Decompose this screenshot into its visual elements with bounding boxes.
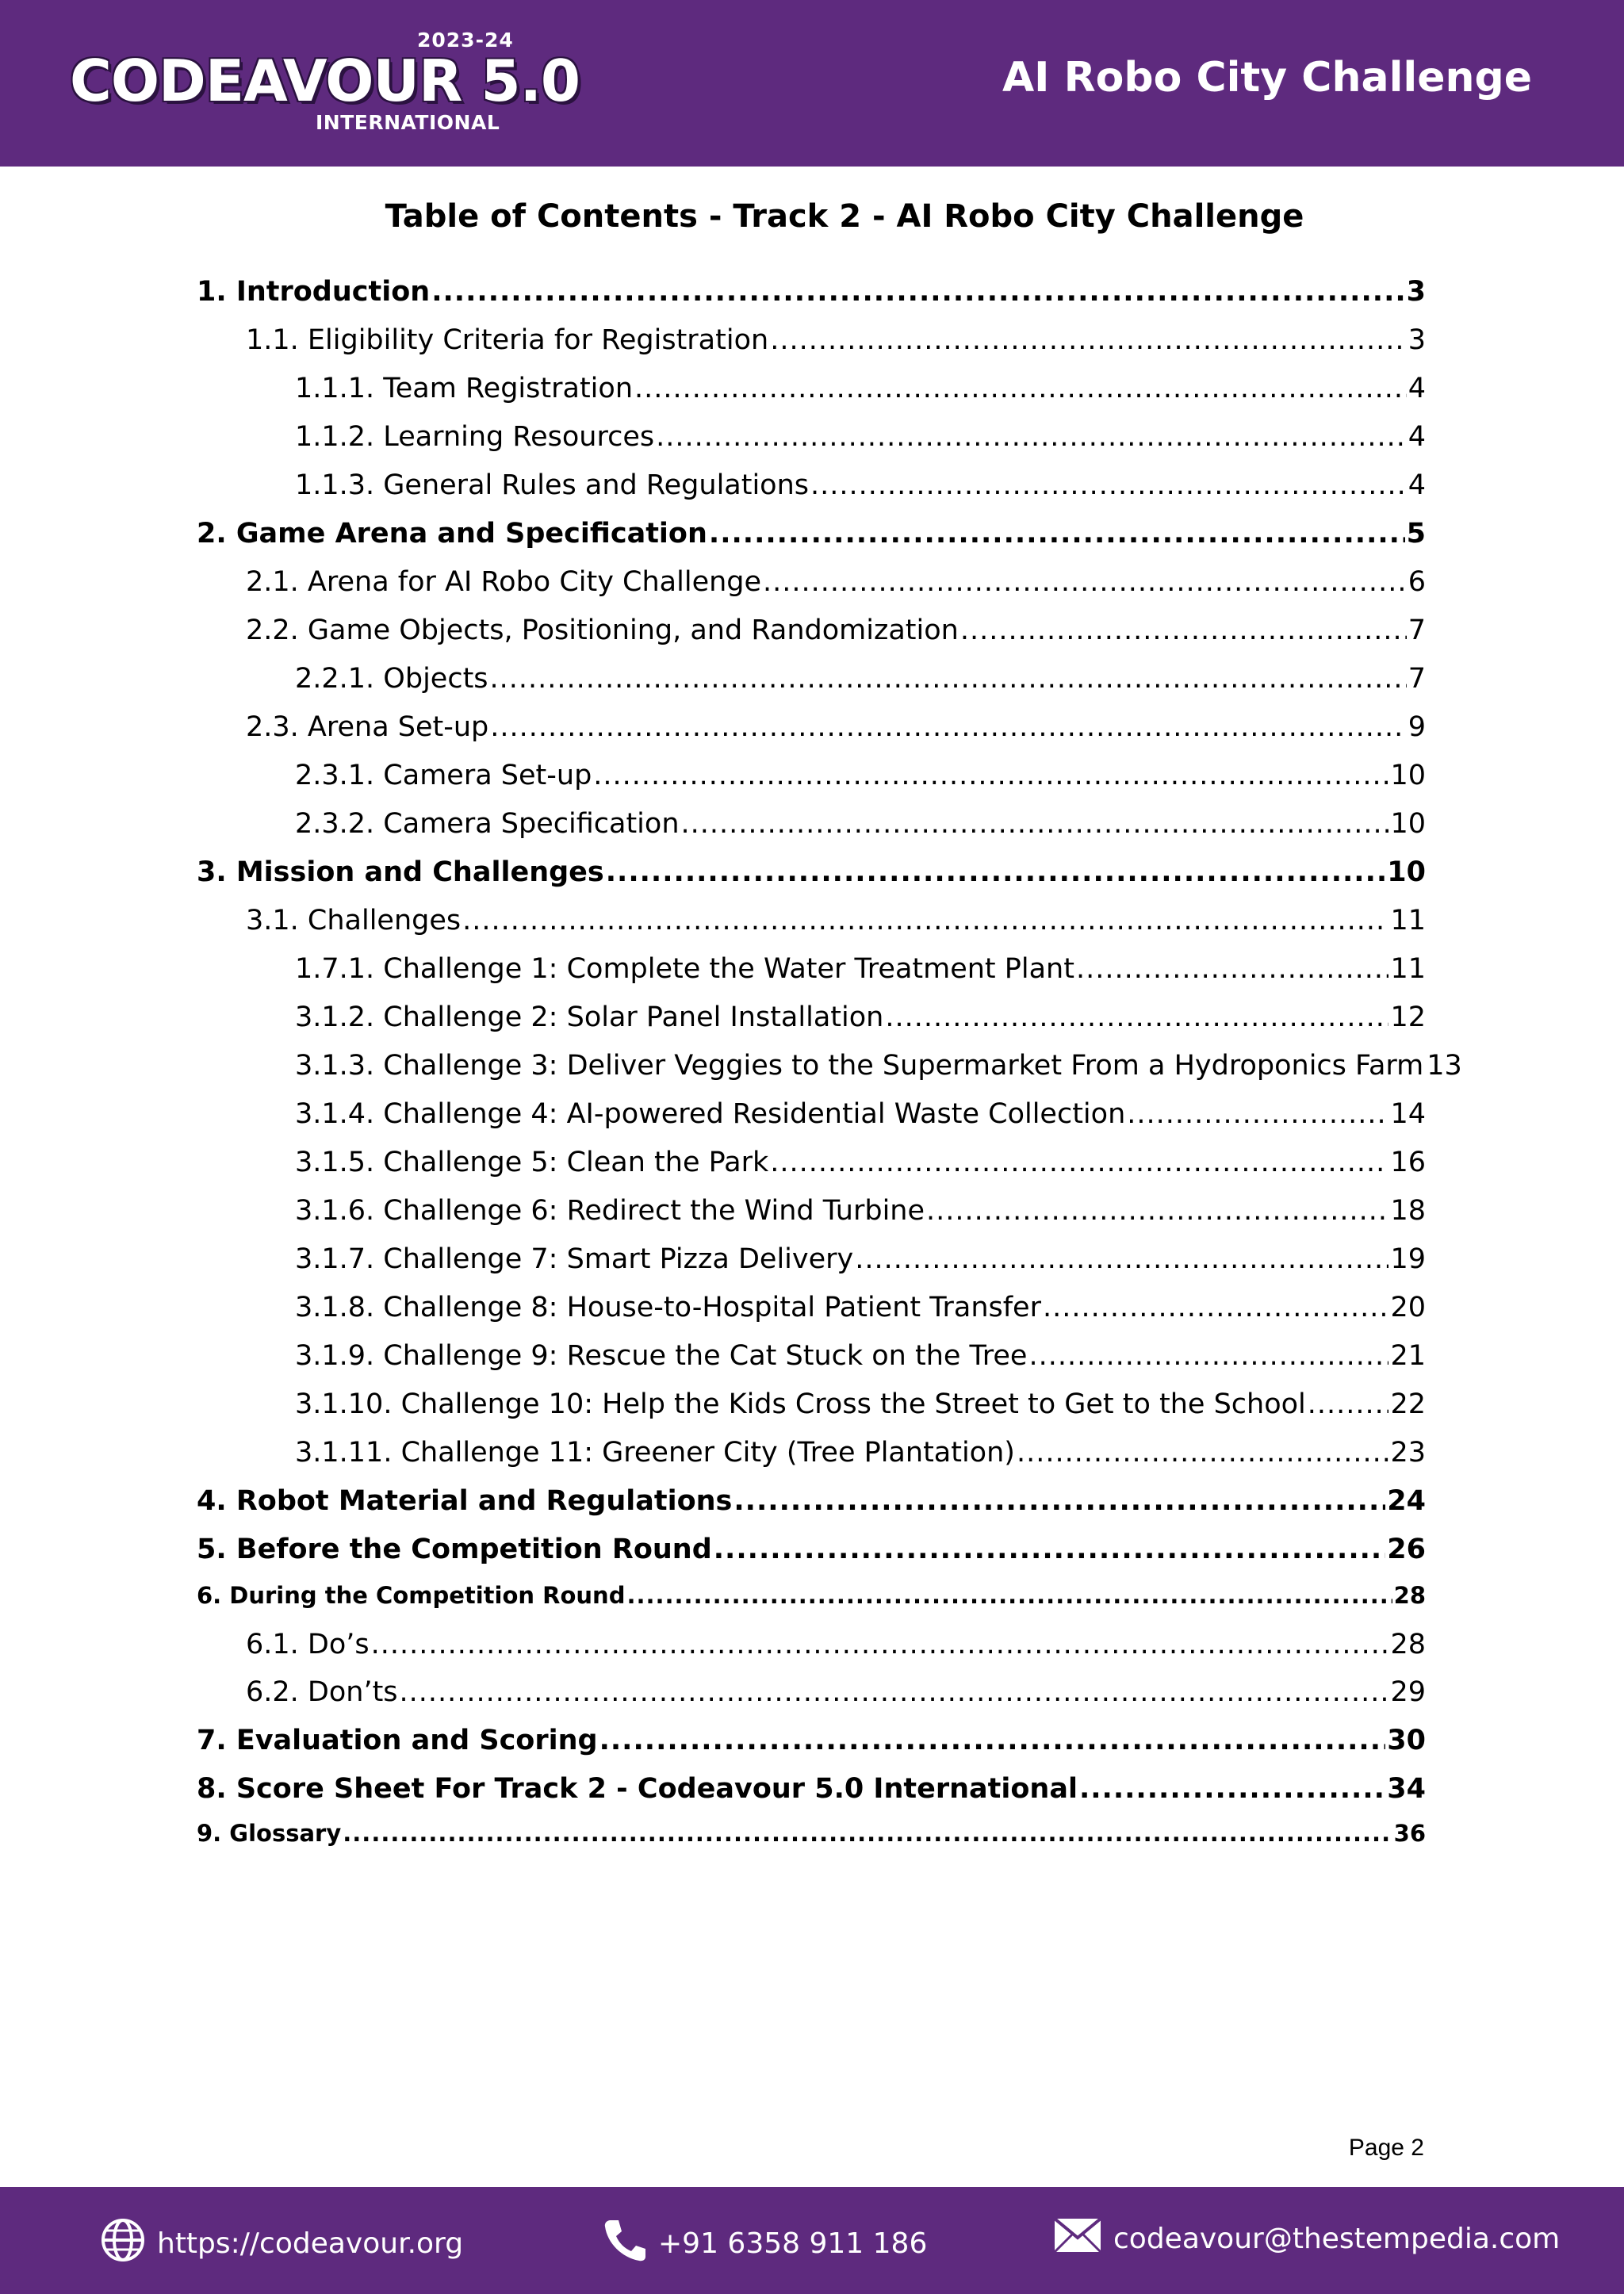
footer-phone-text: +91 6358 911 186 [658, 2227, 928, 2260]
toc-entry[interactable]: 6.1. Do’s ..... 28 [246, 1629, 1426, 1676]
toc-entry[interactable]: 2.2.1. Objects ..... 7 [295, 663, 1426, 710]
globe-icon [100, 2217, 157, 2270]
footer-email-text: codeavour@thestempedia.com [1113, 2223, 1561, 2255]
toc-entry[interactable]: 3.1. Challenges ..... 11 [246, 905, 1426, 952]
toc-entry[interactable]: 8. Score Sheet For Track 2 - Codeavour 5.0 International ..... 34 [197, 1773, 1426, 1821]
toc-entry[interactable]: 3.1.9. Challenge 9: Rescue the Cat Stuck on the Tree ..... 21 [295, 1340, 1426, 1388]
page-number: Page 2 [1348, 2135, 1424, 2161]
toc-entry[interactable]: 3.1.5. Challenge 5: Clean the Park ..... 16 [295, 1147, 1426, 1194]
toc-entry[interactable]: 1.1.2. Learning Resources ..... 4 [295, 421, 1426, 469]
toc-entry[interactable]: 1.1. Eligibility Criteria for Registration ..... 3 [246, 324, 1426, 372]
page-footer [0, 2187, 1624, 2294]
toc-entry[interactable]: 3.1.6. Challenge 6: Redirect the Wind Turbine ..... 18 [295, 1195, 1426, 1243]
toc-entry[interactable]: 3.1.2. Challenge 2: Solar Panel Installation ..... 12 [295, 1001, 1426, 1049]
toc-entry[interactable]: 3.1.7. Challenge 7: Smart Pizza Delivery ..... 19 [295, 1243, 1426, 1291]
toc-entry[interactable]: 6. During the Competition Round ..... 28 [197, 1582, 1426, 1630]
toc-entry[interactable]: 5. Before the Competition Round ..... 26 [197, 1534, 1426, 1581]
toc-entry[interactable]: 2. Game Arena and Specification ..... 5 [197, 518, 1426, 565]
toc-entry[interactable]: 1. Introduction ..... 3 [197, 276, 1426, 324]
toc-entry[interactable]: 3.1.3. Challenge 3: Deliver Veggies to the Supermarket From a Hydroponics Farm 13 [295, 1050, 1462, 1082]
logo-subtitle: INTERNATIONAL [316, 111, 500, 134]
toc-entry[interactable]: 4. Robot Material and Regulations ..... 24 [197, 1485, 1426, 1533]
logo-wordmark: CODEAVOUR 5.0 [70, 48, 580, 114]
toc-entry[interactable]: 2.3.1. Camera Set-up ..... 10 [295, 760, 1426, 807]
header-title: AI Robo City Challenge [1002, 54, 1532, 101]
toc-title: Table of Contents - Track 2 - AI Robo City Challenge [385, 198, 1304, 235]
toc-entry[interactable]: 1.1.3. General Rules and Regulations ..... 4 [295, 469, 1426, 517]
toc-entry[interactable]: 2.3. Arena Set-up ..... 9 [246, 711, 1426, 759]
toc-entry[interactable]: 3. Mission and Challenges ..... 10 [197, 856, 1426, 904]
toc-entry[interactable]: 9. Glossary ..... 36 [197, 1820, 1426, 1867]
footer-website[interactable] [100, 2217, 463, 2270]
logo-year: 2023-24 [417, 29, 514, 52]
toc-entry[interactable]: 7. Evaluation and Scoring ..... 30 [197, 1725, 1426, 1772]
toc-entry[interactable]: 3.1.8. Challenge 8: House-to-Hospital Patient Transfer ..... 20 [295, 1292, 1426, 1339]
footer-phone[interactable] [603, 2217, 927, 2270]
phone-icon [603, 2217, 658, 2270]
toc-entry[interactable]: 3.1.4. Challenge 4: AI-powered Residential Waste Collection ..... 14 [295, 1098, 1426, 1146]
toc-entry[interactable]: 1.7.1. Challenge 1: Complete the Water Treatment Plant ..... 11 [295, 953, 1426, 1001]
toc-entry[interactable]: 2.2. Game Objects, Positioning, and Randomization ..... 7 [246, 615, 1426, 662]
toc-entry[interactable]: 3.1.10. Challenge 10: Help the Kids Cross the Street to Get to the School ..... 22 [295, 1388, 1426, 1436]
page-header [0, 0, 1624, 167]
toc-entry[interactable]: 2.3.2. Camera Specification ..... 10 [295, 808, 1426, 856]
toc-entry[interactable]: 1.1.1. Team Registration ..... 4 [295, 373, 1426, 420]
codeavour-logo [70, 29, 580, 140]
footer-website-text: https://codeavour.org [157, 2227, 464, 2260]
mail-icon [1053, 2217, 1113, 2261]
toc-entry[interactable]: 3.1.11. Challenge 11: Greener City (Tree Plantation) ..... 23 [295, 1437, 1426, 1484]
toc-entry[interactable]: 6.2. Don’ts ..... 29 [246, 1676, 1426, 1724]
footer-email[interactable] [1053, 2217, 1560, 2261]
toc-entry[interactable]: 2.1. Arena for AI Robo City Challenge ..... 6 [246, 566, 1426, 614]
